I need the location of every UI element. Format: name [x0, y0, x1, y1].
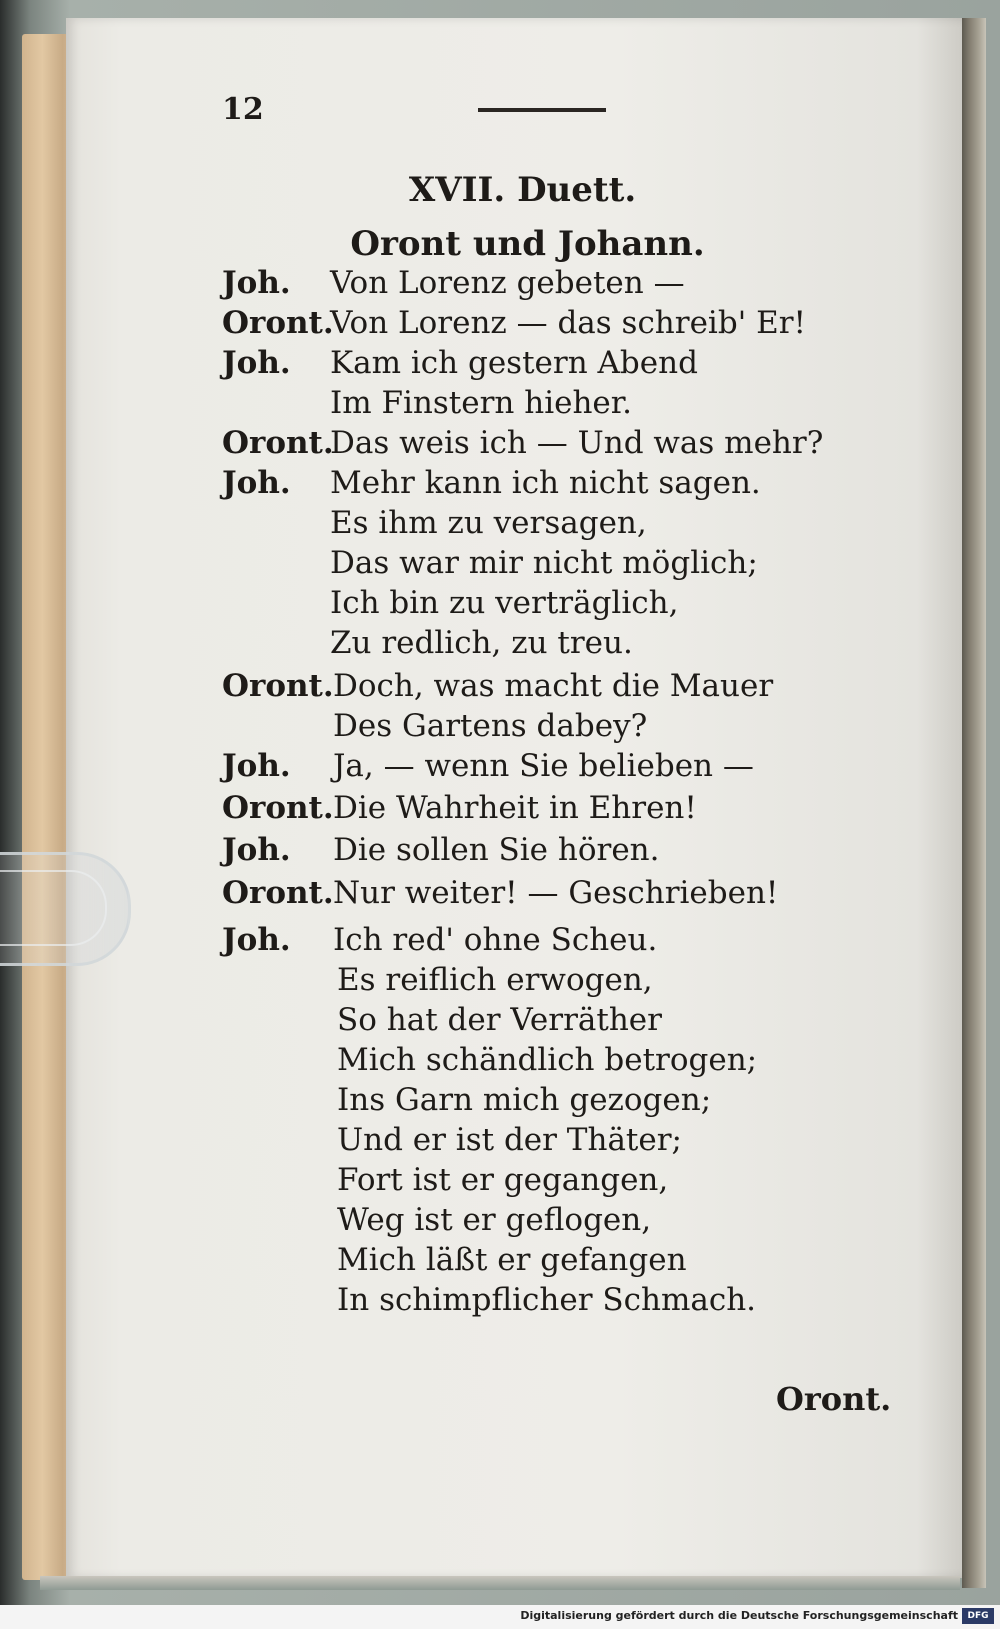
line-text: Zu redlich, zu treu. — [330, 625, 633, 661]
line-text: Mich schändlich betrogen; — [337, 1042, 758, 1078]
line-text: Und er ist der Thäter; — [337, 1122, 682, 1158]
speaker-label: Joh. — [222, 922, 291, 958]
speaker-label: Oront. — [222, 790, 334, 826]
line-text: Im Finstern hieher. — [330, 385, 633, 421]
line-text: Ins Garn mich gezogen; — [337, 1082, 712, 1118]
line-text: Doch, was macht die Mauer — [333, 668, 774, 704]
speaker-label: Joh. — [222, 748, 291, 784]
line-text: Ich red' ohne Scheu. — [333, 922, 658, 958]
line-text: Die sollen Sie hören. — [333, 832, 660, 868]
dfg-logo: DFG — [962, 1608, 994, 1624]
line-text: Ich bin zu verträglich, — [330, 585, 679, 621]
speaker-label: Oront. — [222, 425, 334, 461]
header-rule — [478, 108, 606, 112]
line-text: Das weis ich — Und was mehr? — [330, 425, 824, 461]
speaker-label: Joh. — [222, 832, 291, 868]
line-text: Von Lorenz gebeten — — [330, 265, 685, 301]
speaker-label: Joh. — [222, 465, 291, 501]
line-text: So hat der Verräther — [337, 1002, 662, 1038]
line-text: Kam ich gestern Abend — [330, 345, 698, 381]
line-text: Von Lorenz — das schreib' Er! — [330, 305, 806, 341]
line-text: Mehr kann ich nicht sagen. — [330, 465, 761, 501]
speaker-label: Oront. — [222, 305, 334, 341]
speaker-label: Oront. — [222, 668, 334, 704]
section-subheading: Oront und Johann. — [350, 224, 705, 264]
line-text: Das war mir nicht möglich; — [330, 545, 758, 581]
line-text: Des Gartens dabey? — [333, 708, 648, 744]
page-bottom-shade — [40, 1576, 960, 1590]
line-text: Die Wahrheit in Ehren! — [333, 790, 697, 826]
line-text: Fort ist er gegangen, — [337, 1162, 669, 1198]
page-number: 12 — [222, 92, 264, 127]
line-text: Weg ist er geflogen, — [337, 1202, 652, 1238]
line-text: Es reiflich erwogen, — [337, 962, 653, 998]
line-text: Ja, — wenn Sie belieben — — [333, 748, 754, 784]
speaker-label: Oront. — [222, 875, 334, 911]
footer-credit: Digitalisierung gefördert durch die Deutsche Forschungsgemeinschaft — [520, 1609, 958, 1622]
line-text: Mich läßt er gefangen — [337, 1242, 687, 1278]
speaker-label: Joh. — [222, 345, 291, 381]
page-clip-inner — [0, 870, 107, 946]
line-text: In schimpflicher Schmach. — [337, 1282, 757, 1318]
speaker-label: Joh. — [222, 265, 291, 301]
line-text: Nur weiter! — Geschrieben! — [333, 875, 779, 911]
section-heading: XVII. Duett. — [408, 170, 637, 210]
catchword: Oront. — [776, 1380, 892, 1418]
line-text: Es ihm zu versagen, — [330, 505, 647, 541]
